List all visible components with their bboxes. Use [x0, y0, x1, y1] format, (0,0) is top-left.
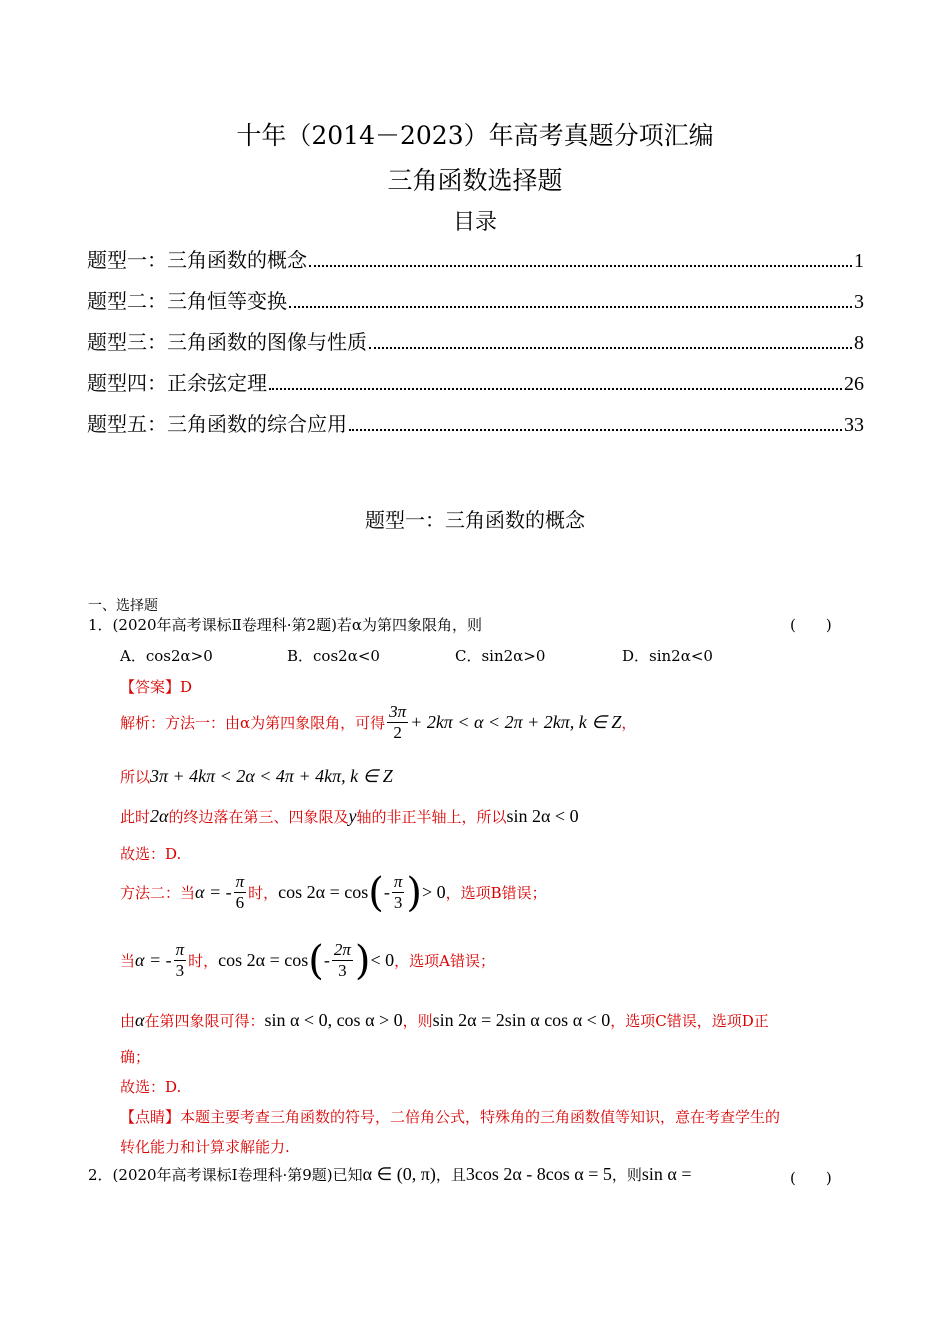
solution-text: ，则 [402, 1012, 433, 1030]
solution-text: 此时 [120, 808, 151, 826]
solution-text: 当 [120, 952, 136, 970]
question-2-text: ，且 [435, 1166, 466, 1184]
math-expression: cos 2α = cos [278, 882, 369, 902]
question-1-bracket: ( ) [790, 616, 832, 634]
math-expression: y [348, 806, 357, 826]
option-d: D．sin2α<0 [622, 647, 713, 665]
choose-line-1: 故选：D. [120, 845, 182, 863]
question-1-stem: 1．(2020年高考课标Ⅱ卷理科·第2题)若α为第四象限角，则 [88, 616, 483, 634]
toc-entry[interactable] [87, 326, 864, 367]
solution-text: ，选项C错误，选项D正 [610, 1012, 769, 1030]
toc-entry-label: 题型一：三角函数的概念 [87, 248, 307, 272]
solution-text: ，选项B错误； [445, 884, 547, 902]
document-subtitle: 三角函数选择题 [387, 166, 563, 195]
math-expression: sin 2α = 2sin α cos α < 0 [432, 1010, 611, 1030]
math-expression: α = - [195, 882, 232, 902]
solution-line-4 [120, 869, 547, 916]
table-of-contents [87, 244, 864, 449]
fraction-denominator: 3 [175, 961, 185, 980]
toc-entry-label: 题型五：三角函数的综合应用 [87, 412, 347, 436]
toc-entry-page: 33 [844, 414, 864, 436]
right-paren: ) [354, 937, 371, 984]
math-expression: 2α [150, 806, 169, 826]
fraction-numerator: 3π [389, 702, 407, 721]
math-expression: > 0 [421, 882, 446, 902]
solution-text: 时， [248, 884, 279, 902]
toc-entry-label: 题型三：三角函数的图像与性质 [87, 330, 367, 354]
solution-text: ，选项A错误； [394, 952, 495, 970]
fraction [234, 872, 247, 913]
comment-line-2: 转化能力和计算求解能力. [120, 1138, 290, 1156]
toc-leader-dots [269, 387, 842, 390]
toc-entry-label: 题型二：三角恒等变换 [87, 289, 287, 313]
right-paren: ) [406, 869, 422, 916]
fraction [392, 872, 405, 913]
math-expression: α = - [135, 950, 172, 970]
fraction-numerator: π [175, 940, 185, 959]
fraction [174, 940, 187, 981]
document-title: 十年（2014－2023）年高考真题分项汇编 [236, 121, 714, 150]
toc-leader-dots [309, 264, 852, 267]
solution-text: 的终边落在第三、四象限及 [168, 808, 349, 826]
math-expression: 3π + 4kπ < 2α < 4π + 4kπ, k ∈ Z [150, 766, 393, 786]
toc-entry-page: 1 [854, 250, 864, 272]
solution-text: 所以 [120, 768, 151, 786]
comment-line-1: 【点睛】本题主要考查三角函数的符号，二倍角公式，特殊角的三角函数值等知识，意在考查学生的 [120, 1108, 781, 1126]
math-expression: - [323, 950, 330, 970]
toc-leader-dots [349, 428, 842, 431]
fraction-denominator: 3 [393, 893, 403, 912]
math-expression: < 0 [370, 950, 395, 970]
toc-leader-dots [289, 305, 852, 308]
section-title: 题型一：三角函数的概念 [365, 508, 585, 532]
toc-heading: 目录 [452, 210, 497, 235]
fraction-denominator: 6 [235, 893, 245, 912]
math-expression: sin 2α < 0 [506, 806, 579, 826]
question-2-stem [88, 1164, 691, 1185]
solution-text: 解析：方法一：由α为第四象限角，可得 [120, 714, 386, 732]
toc-entry-page: 26 [844, 373, 864, 395]
question-2-bracket: ( ) [790, 1169, 832, 1187]
solution-line-6 [120, 1010, 769, 1031]
fraction-numerator: π [393, 872, 403, 891]
option-b: B．cos2α<0 [287, 647, 380, 665]
math-expression: sin α < 0, cos α > 0 [264, 1010, 403, 1030]
toc-entry-page: 3 [854, 291, 864, 313]
toc-entry[interactable] [87, 408, 864, 449]
fraction-numerator: π [235, 872, 245, 891]
solution-text: 方法二：当 [120, 884, 196, 902]
question-2-text: ，则 [611, 1166, 642, 1184]
fraction [332, 940, 353, 981]
solution-line-1 [120, 702, 636, 743]
solution-text: 由 [120, 1012, 136, 1030]
toc-entry-page: 8 [854, 332, 864, 354]
fraction-denominator: 3 [338, 961, 347, 980]
option-a: A．cos2α>0 [120, 647, 213, 665]
solution-text: 轴的非正半轴上，所以 [356, 808, 507, 826]
math-expression: - [383, 882, 390, 902]
option-c: C．sin2α>0 [455, 647, 546, 665]
toc-entry[interactable] [87, 367, 864, 408]
toc-entry[interactable] [87, 285, 864, 326]
section-part-label: 一、选择题 [88, 598, 158, 614]
left-paren: ( [308, 937, 324, 984]
solution-line-2 [120, 766, 393, 787]
solution-text: ， [621, 714, 637, 732]
question-2-text: 2．(2020年高考课标Ⅰ卷理科·第9题)已知 [88, 1166, 363, 1184]
math-expression: α ∈ (0, π) [362, 1164, 436, 1184]
fraction-denominator: 2 [393, 723, 402, 742]
math-expression: cos 2α = cos [218, 950, 309, 970]
toc-entry[interactable] [87, 244, 864, 285]
toc-entry-label: 题型四：正余弦定理 [87, 371, 267, 395]
left-paren: ( [368, 869, 384, 916]
toc-leader-dots [369, 346, 852, 349]
solution-text: 时， [188, 952, 219, 970]
fraction-numerator: 2π [333, 940, 351, 959]
math-expression: + 2kπ < α < 2π + 2kπ, k ∈ Z [410, 712, 622, 732]
solution-line-5 [120, 937, 495, 984]
solution-line-6-cont: 确； [120, 1048, 151, 1066]
answer-label: 【答案】D [120, 678, 193, 696]
math-expression: sin α = [641, 1164, 692, 1184]
math-expression: 3cos 2α - 8cos α = 5 [465, 1164, 612, 1184]
fraction [387, 702, 408, 743]
solution-line-3 [120, 806, 579, 827]
solution-text: 在第四象限可得： [144, 1012, 265, 1030]
math-expression: α [135, 1010, 145, 1030]
choose-line-2: 故选：D. [120, 1078, 182, 1096]
